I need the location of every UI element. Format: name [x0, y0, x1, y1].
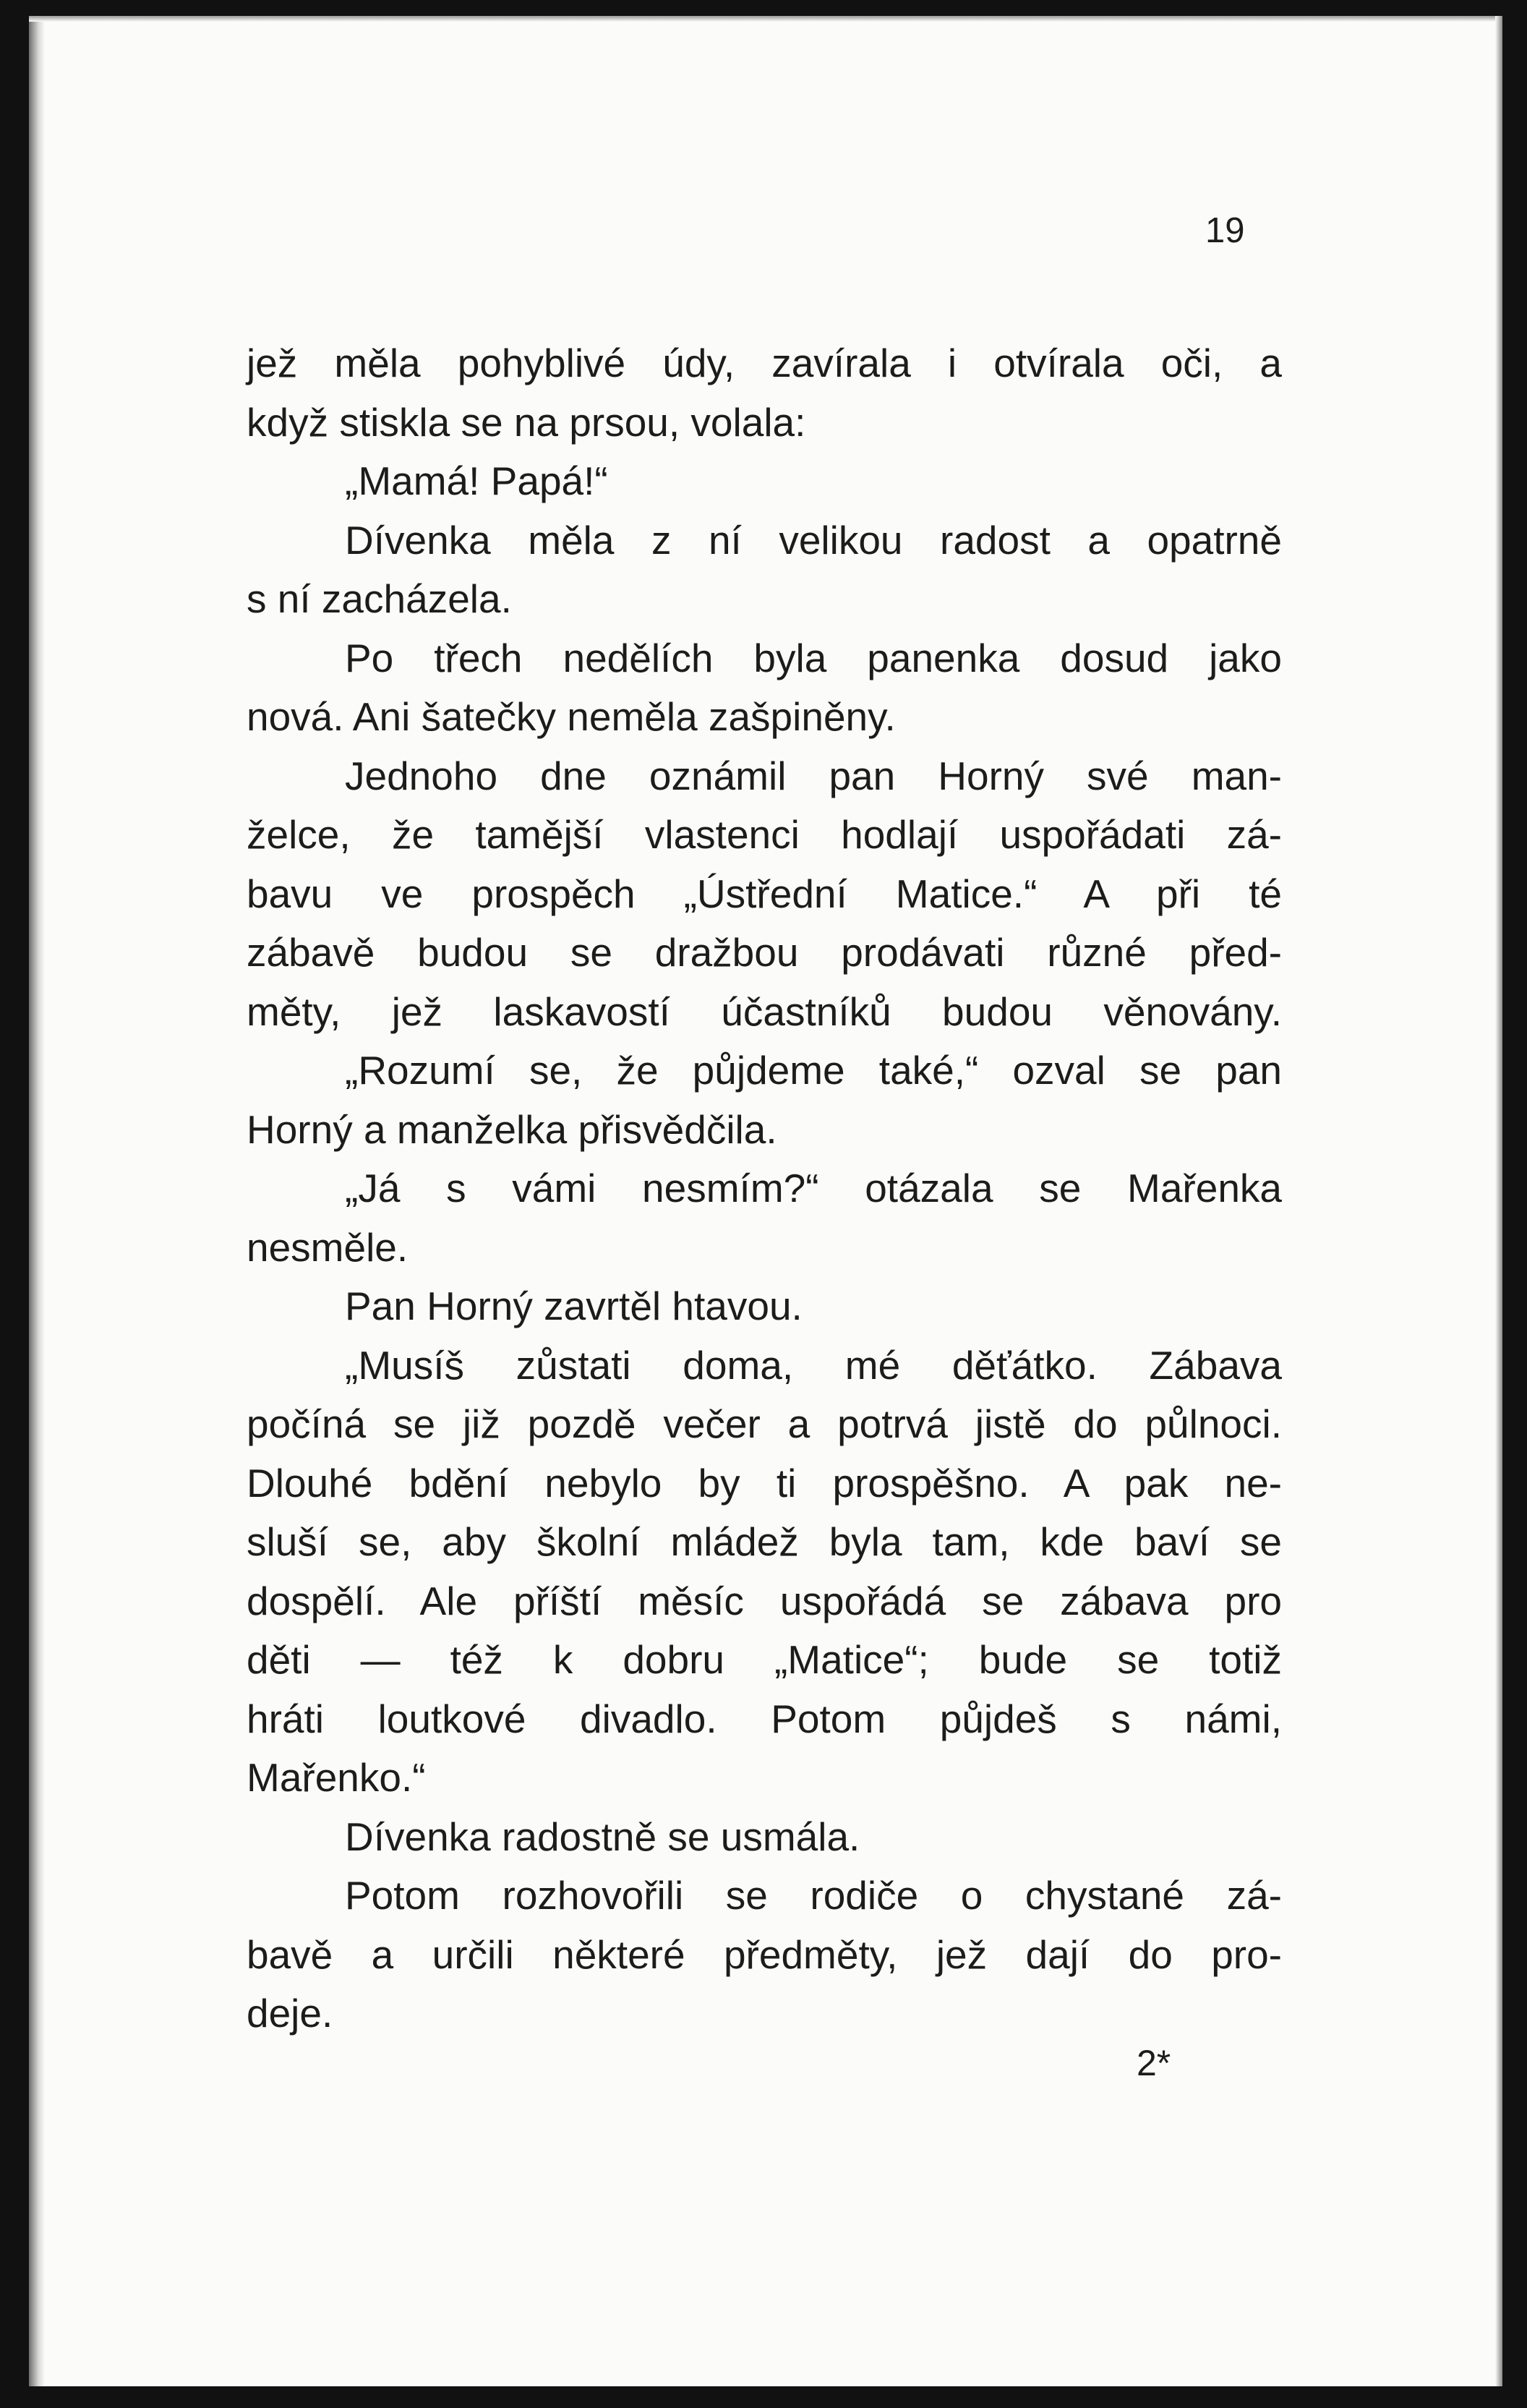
text-line: nová. Ani šatečky neměla zašpiněny.	[247, 694, 896, 739]
text-line: jež měla pohyblivé údy, zavírala i otvírala oči, a	[247, 341, 1282, 385]
text-line: deje.	[247, 1991, 333, 2036]
signature-mark: 2*	[1137, 2043, 1171, 2083]
text-line: měty, jež laskavostí účastníků budou věnovány.	[247, 989, 1282, 1034]
text-line: Horný a manželka přisvědčila.	[247, 1106, 777, 1152]
text-line: bavě a určili některé předměty, jež dají do pro-	[247, 1931, 1282, 1977]
text-line: „Já s vámi nesmím?“ otázala se Mařenka	[345, 1166, 1282, 1211]
page-gutter-shadow	[29, 16, 45, 2386]
text-line: Po třech nedělích byla panenka dosud jako	[345, 635, 1282, 680]
page-top-shadow	[29, 16, 1502, 22]
text-line: Mařenko.“	[247, 1755, 426, 1800]
body-text	[247, 334, 1282, 2044]
text-line: zábavě budou se dražbou prodávati různé před-	[247, 930, 1282, 975]
page-number: 19	[1205, 211, 1245, 250]
text-line: když stiskla se na prsou, volala:	[247, 399, 806, 445]
text-line: Dívenka radostně se usmála.	[345, 1814, 860, 1859]
text-line: Pan Horný zavrtěl htavou.	[345, 1284, 803, 1328]
text-line: sluší se, aby školní mládež byla tam, kde baví se	[247, 1519, 1282, 1564]
text-line: děti — též k dobru „Matice“; bude se totiž	[247, 1637, 1282, 1682]
text-line: nesměle.	[247, 1224, 409, 1270]
book-page	[29, 16, 1502, 2386]
text-line: dospělí. Ale příští měsíc uspořádá se zábava pro	[247, 1578, 1282, 1623]
text-line: hráti loutkové divadlo. Potom půjdeš s námi,	[247, 1696, 1282, 1741]
text-line: bavu ve prospěch „Ústřední Matice.“ A při té	[247, 871, 1282, 916]
text-line: Dívenka měla z ní velikou radost a opatrně	[345, 517, 1282, 563]
page-right-edge	[1495, 16, 1502, 2386]
text-line: „Musíš zůstati doma, mé děťátko. Zábava	[345, 1342, 1282, 1388]
text-line: Dlouhé bdění nebylo by ti prospěšno. A pak ne-	[247, 1460, 1282, 1506]
text-line: želce, že tamější vlastenci hodlají uspořádati zá-	[247, 812, 1282, 857]
text-line: Potom rozhovořili se rodiče o chystané zá-	[345, 1873, 1282, 1918]
text-line: „Mamá! Papá!“	[345, 458, 608, 503]
text-line: Jednoho dne oznámil pan Horný své man-	[345, 753, 1282, 798]
text-line: počíná se již pozdě večer a potrvá jistě do půlnoci.	[247, 1401, 1282, 1446]
text-line: „Rozumí se, že půjdeme také,“ ozval se pan	[345, 1048, 1282, 1093]
text-line: s ní zacházela.	[247, 576, 512, 621]
